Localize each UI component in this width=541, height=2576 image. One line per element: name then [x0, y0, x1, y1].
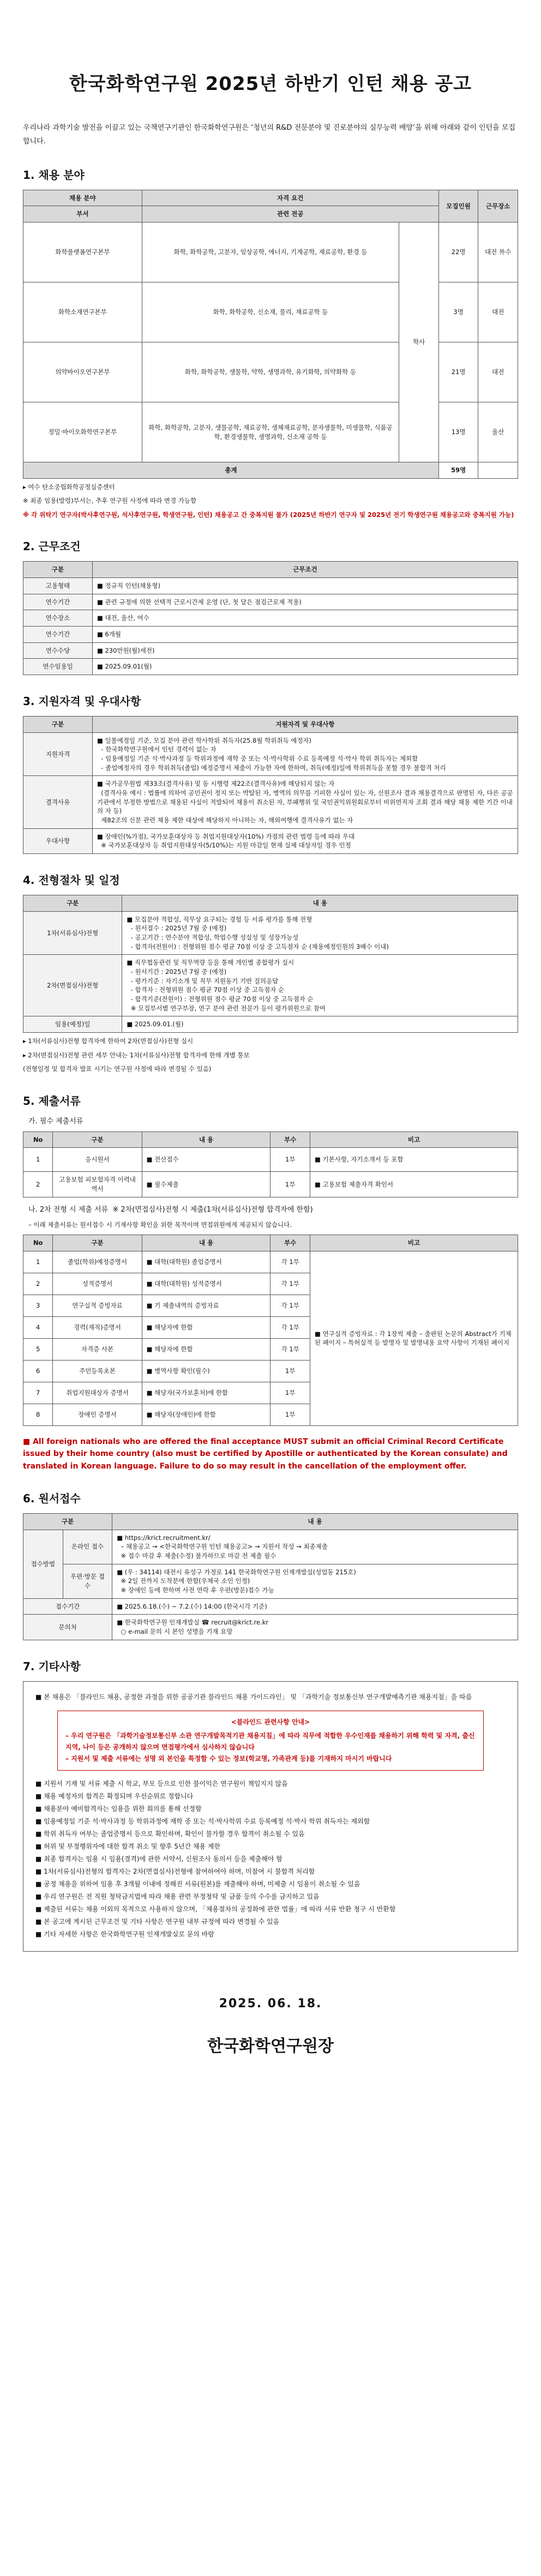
doc-cat: 취업지원대상자 증명서 — [53, 1382, 142, 1404]
doc-no: 3 — [23, 1295, 53, 1316]
doc-cat: 졸업(학위)예정증명서 — [53, 1251, 142, 1273]
s4-note-0: ▸ 1차(서류심사)전형 합격자에 한하여 2차(면접심사)전형 실시 — [23, 1037, 194, 1045]
th-content: 내 용 — [112, 1513, 518, 1530]
doc-content: ■ 대학(대학원) 성적증명서 — [142, 1273, 270, 1295]
condition-key: 연수장소 — [23, 610, 93, 627]
misc-item: ■ 공정 채용을 위하여 임용 후 3개월 이내에 정해진 서류(원본)를 제출해야 하며, 미제출 시 임용이 취소될 수 있음 — [35, 1880, 360, 1888]
page-title: 한국화학연구원 2025년 하반기 인턴 채용 공고 — [69, 73, 472, 95]
th-count: 모집인원 — [438, 190, 478, 222]
qualification-value — [92, 732, 518, 776]
qualification-value-line: - 한국화학연구원에서 인턴 경력이 없는 자 — [97, 745, 217, 754]
doc-qty: 각 1부 — [270, 1273, 310, 1295]
procedure-table — [23, 895, 518, 1033]
required-docs-heading: 가. 필수 제출서류 — [28, 1117, 83, 1126]
count-cell: 21명 — [438, 342, 478, 402]
procedure-value-line: ■ 2025.09.01.(월) — [127, 1020, 184, 1028]
doc-cat: 연구실적 증빙자료 — [53, 1295, 142, 1316]
field-row — [23, 402, 518, 462]
qualification-value-line: - 임용예정일 기준 석·박사과정 등 학위과정에 재학 중 또는 석·박사학위 수료 등록예정 석·박사 학위 취득자는 제외함 — [97, 755, 418, 763]
condition-key: 연수임용일 — [23, 659, 93, 675]
doc-row — [23, 1172, 518, 1197]
misc-box — [23, 1681, 518, 1952]
doc-qty: 1부 — [270, 1172, 310, 1197]
field-row — [23, 282, 518, 342]
work-condition-table — [23, 561, 518, 675]
total-count: 59명 — [438, 462, 478, 479]
section-2-heading: 2. 근무조건 — [23, 540, 81, 553]
doc-content: ■ 전산접수 — [142, 1148, 270, 1172]
misc-item: ■ 제출된 서류는 채용 이외의 목적으로 사용하지 않으며, 「채용절차의 공정화에 관한 법률」에 따라 서류 반환 청구 시 반환함 — [35, 1905, 396, 1913]
th-cat: 구분 — [53, 1235, 142, 1251]
doc-row — [23, 1251, 518, 1273]
s4-note-1: ▸ 2차(면접심사)전형 관련 세부 안내는 1차(서류심사)전형 합격자에 한해 개별 통보 — [23, 1051, 250, 1059]
doc-no: 6 — [23, 1360, 53, 1382]
condition-value: ■ 정규직 인턴(채용형) — [92, 578, 518, 594]
optional-docs-note: – 이래 제출서류는 원서접수 시 기재사항 확인을 위한 목적이며 면접위원에게 제공되지 않습니다. — [28, 1220, 292, 1229]
doc-no: 1 — [23, 1148, 53, 1172]
qualification-key: 우대사항 — [23, 828, 93, 853]
doc-cat: 주민등록초본 — [53, 1360, 142, 1382]
optional-docs-table — [23, 1235, 518, 1426]
method-group: 접수방법 — [23, 1530, 63, 1598]
th-cat: 구분 — [23, 895, 122, 912]
doc-no: 4 — [23, 1316, 53, 1338]
th-content: 내 용 — [122, 895, 518, 912]
application-value — [112, 1598, 518, 1615]
section-3-heading: 3. 지원자격 및 우대사항 — [23, 695, 141, 708]
count-cell: 3명 — [438, 282, 478, 342]
procedure-value-line: - 원서기간 : 2025년 7월 중 (예정) — [127, 968, 227, 976]
misc-lead: ■ 본 채용은 「블라인드 채용, 공정한 과정을 위한 공공기관 블라인드 채용 가이드라인」 및 「과학기술 정보통신부 연구개발예측기관 채용지침」을 따름 — [35, 1693, 472, 1701]
application-value-line: ■ 한국화학연구원 인재개발실 ☎ recruit@krict.re.kr — [117, 1618, 269, 1627]
doc-remark: ■ 기본사항, 자기소개서 등 포함 — [310, 1148, 518, 1172]
th-no: No — [23, 1235, 53, 1251]
application-row — [23, 1564, 518, 1598]
misc-item: ■ 기타 자세한 사항은 한국화학연구원 인재개발실로 문의 바람 — [35, 1930, 214, 1938]
doc-no: 1 — [23, 1251, 53, 1273]
condition-row — [23, 594, 518, 610]
dept-cell: 화학플랫폼연구본부 — [23, 222, 142, 282]
application-value — [112, 1564, 518, 1598]
th-remark: 비고 — [310, 1131, 518, 1148]
section-1-heading: 1. 채용 분야 — [23, 168, 85, 182]
procedure-value-line: - 원서접수 : 2025년 7월 중 (예정) — [127, 924, 227, 932]
field-row — [23, 342, 518, 402]
doc-content: ■ 해당자(국가보훈처)에 한함 — [142, 1382, 270, 1404]
procedure-value-line: - 합격기준(전원이) : 전형위원 점수 평균 70점 이상 중 고득점자 순 — [127, 995, 314, 1003]
place-cell: 대전 外수 — [478, 222, 518, 282]
misc-item: ■ 우리 연구원은 전 직원 청탁금지법에 따라 채용 관련 부정청탁 및 금품 등의 수수를 금지하고 있음 — [35, 1892, 320, 1900]
qualification-key: 지원자격 — [23, 732, 93, 776]
blind-notice-box — [57, 1711, 484, 1771]
doc-content: ■ 병역사항 확인(필수) — [142, 1360, 270, 1382]
condition-value: ■ 6개월 — [92, 627, 518, 643]
doc-qty: 각 1부 — [270, 1295, 310, 1316]
doc-cat: 자격증 사본 — [53, 1338, 142, 1360]
total-label: 총계 — [23, 462, 439, 479]
doc-cat: 경력(재직)증명서 — [53, 1316, 142, 1338]
procedure-key: 1차(서류심사)전형 — [23, 911, 122, 955]
procedure-value — [122, 1016, 518, 1033]
section-6-heading: 6. 원서접수 — [23, 1491, 81, 1505]
th-qty: 부수 — [270, 1235, 310, 1251]
condition-row — [23, 578, 518, 594]
th-cat: 구분 — [23, 562, 93, 578]
application-value-line: ※ 장애인 등에 한하며 사전 연락 후 우편(방문)접수 가능 — [117, 1586, 274, 1594]
doc-qty: 각 1부 — [270, 1316, 310, 1338]
doc-content: ■ 해당자(장애인)에 한함 — [142, 1404, 270, 1425]
field-row — [23, 222, 518, 282]
optional-docs-heading: 나. 2차 전형 시 제출 서류 ※ 2차(면접심사)전형 시 제출(1차(서류심사)전형 합격자에 한함) — [28, 1205, 313, 1214]
major-cell: 화학, 화학공학, 생물학, 약학, 생명과학, 유기화학, 의약화학 등 — [142, 342, 399, 402]
dept-cell: 정밀·바이오화학연구본부 — [23, 402, 142, 462]
dept-cell: 의약바이오연구본부 — [23, 342, 142, 402]
condition-row — [23, 627, 518, 643]
qualification-key: 결격사유 — [23, 776, 93, 828]
condition-value: ■ 대전, 울산, 여수 — [92, 610, 518, 627]
condition-value: ■ 관련 규정에 의한 선택적 근로시간제 운영 (단, 첫 달은 점검근로제 적용) — [92, 594, 518, 610]
th-place: 근무장소 — [478, 190, 518, 222]
doc-content: ■ 기 제출내역의 증빙자료 — [142, 1295, 270, 1316]
application-row — [23, 1598, 518, 1615]
s1-red-note: ※ 각 위탁기 연구자(박사후연구원, 석사후연구원, 학생연구원, 인턴) 채용공고 간 중복지원 불가 (2025년 하반기 연구자 및 2025년 전기 학생연구원 채용공고와 중복지원 가능) — [23, 510, 514, 519]
qualification-row — [23, 828, 518, 853]
procedure-row — [23, 955, 518, 1016]
intro-text: 우리나라 과학기술 발전을 이끌고 있는 국책연구기관인 한국화학연구원은 ‘청년의 R&D 전문분야 및 진로분야의 실무능력 배양’을 위해 아래와 같이 인턴을 모집합니다. — [23, 124, 515, 146]
misc-item: ■ 최종 합격자는 임용 시 임용(결격)에 관한 서약서, 신원조사 동의서 등을 제출해야 함 — [35, 1855, 282, 1863]
qualification-value — [92, 828, 518, 853]
misc-item: ■ 1차(서류심사)전형의 합격자는 2차(면접심사)전형에 참여하여야 하며, 미참여 시 불합격 처리함 — [35, 1867, 315, 1875]
misc-item: ■ 지원서 기재 및 서류 제출 시 학교, 부모 등으로 인한 불이익은 연구원이 책임지지 않음 — [35, 1779, 288, 1787]
condition-row — [23, 610, 518, 627]
application-value-line: ※ 접수 마감 후 제출(수정) 불가하므로 마감 전 제출 필수 — [117, 1551, 276, 1560]
th-cat: 구분 — [23, 717, 93, 733]
application-value-line: ※ 2일 전까지 도착분에 한함(우체국 소인 인정) — [117, 1577, 250, 1585]
place-cell: 울산 — [478, 402, 518, 462]
s4-note-2: (전형일정 및 합격자 발표 시기는 연구원 사정에 따라 변경될 수 있음) — [23, 1065, 212, 1073]
condition-row — [23, 659, 518, 675]
th-field: 채용 분야 — [23, 190, 142, 206]
application-row — [23, 1615, 518, 1640]
place-cell: 대전 — [478, 342, 518, 402]
misc-item: ■ 채용 예정자의 합격은 확정되며 우선순위로 정합니다 — [35, 1792, 194, 1800]
foreign-national-notice: ■ All foreign nationals who are offered the final acceptance MUST submit an official Criminal Record Certificate issued by their home country (also must be certified by Apostille or authenticated by the Korean consulate) and translated in Korean language. Failure to do so may result in the cancellation of the employment offer. — [23, 1437, 508, 1471]
application-value — [112, 1615, 518, 1640]
qualification-row — [23, 732, 518, 776]
section-5-heading: 5. 제출서류 — [23, 1094, 81, 1108]
qualification-value-line: ■ 국가공무원법 제33조(결격사유) 및 동 시행령 제22조(결격사유)에 해당되지 않는 자 — [97, 780, 335, 788]
application-value-line: ■ https://krict.recruitment.kr/ — [117, 1533, 211, 1542]
th-detail: 지원자격 및 우대사항 — [92, 717, 518, 733]
doc-cat: 고용보험 피보험자격 이력내역서 — [53, 1172, 142, 1197]
application-value-line: ■ 2025.6.18.(수) ~ 7.2.(수) 14:00 (한국시각 기준) — [117, 1602, 267, 1610]
condition-row — [23, 642, 518, 659]
major-cell: 화학, 화학공학, 고분자, 임상공학, 에너지, 기계공학, 재료공학, 환경 등 — [142, 222, 399, 282]
section-4-heading: 4. 전형절차 및 일정 — [23, 874, 120, 887]
application-table — [23, 1513, 518, 1640]
procedure-value-line: ■ 모집분야 적합성, 직무상 요구되는 경험 등 서류 평가를 통해 전형 — [127, 915, 312, 923]
misc-item: ■ 채용분야 예비합격자는 임용을 위한 회의를 통해 선정함 — [35, 1804, 202, 1813]
doc-qty: 1부 — [270, 1148, 310, 1172]
procedure-value-line: - 평가기준 : 자기소개 및 직무 지원동기 기반 질의응답 — [127, 977, 279, 985]
th-cond: 근무조건 — [92, 562, 518, 578]
qualification-value-line: (결격사유 예시 : 법률에 의하여 공민권이 정지 또는 박탈된 자, 병역의 의무를 기피한 사실이 있는 자, 신원조사 결과 채용결격으로 판명된 자, 다른 공공기관에서 부정한 방법으로 채용된 사실이 적발되어 채용이 취소된 자, 부패행위 및 국민권익위원회로부터 비위면직자 조회 결과 해당 채용 제한 기간 이내의 자 등) — [97, 789, 513, 815]
qualification-value-line: 제82조의 신분 관련 채용 제한 대상에 해당하지 아니하는 자, 해외여행에 결격사유가 없는 자 — [97, 816, 353, 824]
doc-cat: 응시원서 — [53, 1148, 142, 1172]
application-key: 문의처 — [23, 1615, 112, 1640]
procedure-key: 2차(면접심사)전형 — [23, 955, 122, 1016]
th-req: 자격 요건 — [142, 190, 438, 206]
blind-notice-line: – 지원서 및 제출 서류에는 성명 외 본인을 특정할 수 있는 정보(학교명, 가족관계 등)를 기재하지 마시기 바랍니다 — [65, 1754, 392, 1762]
s1-note-0: ▸ 여수 탄소중립화학공정실증센터 — [23, 483, 115, 491]
blind-notice-line: – 우리 연구원은 「과학기술정보통신부 소관 연구개발목적기관 채용지침」에 따라 직무에 적합한 우수인재를 채용하기 위해 학력 및 자격, 출신지역, 나이 등은 공개하지 않으며 면접평가에서 심사하지 않습니다 — [65, 1731, 475, 1751]
application-key: 우편·방문 접수 — [63, 1564, 112, 1598]
doc-no: 7 — [23, 1382, 53, 1404]
procedure-value — [122, 911, 518, 955]
misc-item: ■ 본 공고에 게시된 근무조건 및 기타 사항은 연구원 내부 규정에 따라 변경될 수 있음 — [35, 1917, 280, 1925]
doc-cat: 장애인 증명서 — [53, 1404, 142, 1425]
application-row — [23, 1530, 518, 1564]
condition-key: 연수수당 — [23, 642, 93, 659]
major-cell: 화학, 화학공학, 신소재, 물리, 재료공학 등 — [142, 282, 399, 342]
doc-no: 8 — [23, 1404, 53, 1425]
procedure-value — [122, 955, 518, 1016]
required-docs-table — [23, 1131, 518, 1197]
s1-note-1: ※ 최종 임용(발령)부서는, 추후 연구원 사정에 따라 변경 가능함 — [23, 497, 197, 505]
th-major: 관련 전공 — [142, 206, 438, 222]
procedure-value-line: - 공고기간 : 연수분야 적합성, 학업수행 성실성 및 성장가능성 — [127, 934, 299, 942]
qualification-row — [23, 776, 518, 828]
qualification-value-line: ※ 국가보훈대상자 등 취업지원대상자(5/10%)는 지원 마감일 현재 실제 대상자일 경우 인정 — [97, 841, 351, 850]
qualification-value-line: ■ 장애인(%가점), 국가보훈대상자 등 취업지원대상자(10%) 가점의 관련 법령 등에 따라 우대 — [97, 832, 355, 840]
procedure-row — [23, 1016, 518, 1033]
qualification-value-line: - 졸업예정자의 경우 학위취득(졸업) 예정증명서 제출이 가능한 자에 한하며, 취득(예정)일에 학위취득을 못할 경우 불합격 처리 — [97, 763, 446, 772]
doc-qty: 1부 — [270, 1404, 310, 1425]
application-value-line: ○ e-mail 문의 시 본인 성명을 기재 요망 — [117, 1627, 233, 1635]
doc-qty: 1부 — [270, 1360, 310, 1382]
place-cell: 대전 — [478, 282, 518, 342]
th-content: 내 용 — [142, 1131, 270, 1148]
degree-cell: 학사 — [399, 222, 439, 462]
qualification-value-line: ■ 일몰예정일 기준, 모집 분야 관련 학사학위 취득자(25.8월 학위취득 예정자) — [97, 736, 312, 744]
application-value-line: ■ (우 : 34114) 대전시 유성구 가정로 141 한국화학연구원 인재개발실(성업동 215호) — [117, 1568, 356, 1576]
condition-value: ■ 230만원(월)세전) — [92, 642, 518, 659]
recruit-field-table — [23, 190, 518, 479]
doc-content: ■ 대학(대학원) 졸업증명서 — [142, 1251, 270, 1273]
condition-key: 연수기간 — [23, 594, 93, 610]
doc-cat: 성적증명서 — [53, 1273, 142, 1295]
doc-no: 5 — [23, 1338, 53, 1360]
major-cell: 화학, 화학공학, 고분자, 생물공학, 재료공학, 생체재료공학, 분자생물학, 미생물학, 식품공학, 환경생물학, 생명과학, 신소재 공학 등 — [142, 402, 399, 462]
th-dept: 부서 — [23, 206, 142, 222]
misc-list — [35, 1778, 506, 1940]
count-cell: 22명 — [438, 222, 478, 282]
procedure-row — [23, 911, 518, 955]
application-value — [112, 1530, 518, 1564]
blind-notice-title: <블라인드 관련사항 안내> — [231, 1718, 310, 1726]
count-cell: 13명 — [438, 402, 478, 462]
doc-row — [23, 1148, 518, 1172]
doc-qty: 각 1부 — [270, 1251, 310, 1273]
procedure-value-line: - 합격자 : 전형위원 점수 평균 70점 이상 중 고득점자 순 — [127, 986, 285, 994]
signature: 한국화학연구원장 — [207, 2036, 334, 2056]
th-cat: 구분 — [53, 1131, 142, 1148]
th-remark: 비고 — [310, 1235, 518, 1251]
doc-remark: ■ 연구실적 증빙자료 : 각 1장씩 제출 – 출판된 논문의 Abstract가 기재된 페이지 – 특허실적 등 발명자 및 발명내용 요약 사항이 기재된 페이지 — [310, 1251, 518, 1425]
procedure-value-line: ■ 직무협동관련 및 직무역량 등을 통해 개인별 종합평가 실시 — [127, 959, 294, 967]
doc-content: ■ 해당자에 한함 — [142, 1338, 270, 1360]
application-value-line: – 채용공고 → <한국화학연구원 인턴 채용공고> → 지원서 작성 → 최종제출 — [117, 1543, 328, 1551]
procedure-value-line: ※ 모집부서별 연구부장, 연구 분야 관련 전문가 등이 평가위원으로 참여 — [127, 1004, 326, 1012]
doc-remark: ■ 고용보험 제출자격 확인서 — [310, 1172, 518, 1197]
misc-item: ■ 허위 및 부정행위자에 대한 합격 취소 및 향후 5년간 채용 제한 — [35, 1842, 221, 1850]
condition-key: 연수기간 — [23, 627, 93, 643]
doc-no: 2 — [23, 1273, 53, 1295]
th-content: 내 용 — [142, 1235, 270, 1251]
application-key: 온라인 접수 — [63, 1530, 112, 1564]
procedure-key: 임용(예정)일 — [23, 1016, 122, 1033]
dept-cell: 화학소재연구본부 — [23, 282, 142, 342]
procedure-value-line: - 합격자(전원이) : 전형위원 점수 평균 70점 이상 중 고득점자 순 (채용예정인원의 3배수 이내) — [127, 942, 389, 950]
qualification-table — [23, 716, 518, 854]
announcement-date: 2025. 06. 18. — [219, 1996, 322, 2011]
th-no: No — [23, 1131, 53, 1148]
doc-content: ■ 해당자에 한함 — [142, 1316, 270, 1338]
application-key: 접수기간 — [23, 1598, 112, 1615]
th-qty: 부수 — [270, 1131, 310, 1148]
condition-key: 고용형태 — [23, 578, 93, 594]
qualification-value — [92, 776, 518, 828]
misc-item: ■ 임용예정일 기준 석·박사과정 등 학위과정에 재학 중 또는 석·박사학위 수료 등록예정 석·박사 학위 취득자는 제외함 — [35, 1817, 370, 1825]
th-cat: 구분 — [23, 1513, 112, 1530]
section-7-heading: 7. 기타사항 — [23, 1659, 81, 1673]
doc-no: 2 — [23, 1172, 53, 1197]
doc-qty: 1부 — [270, 1382, 310, 1404]
condition-value: ■ 2025.09.01(월) — [92, 659, 518, 675]
doc-content: ■ 필수제출 — [142, 1172, 270, 1197]
misc-item: ■ 학위 취득자 여부는 졸업증명서 등으로 확인하며, 확인이 불가할 경우 합격이 취소될 수 있음 — [35, 1829, 305, 1838]
doc-qty: 각 1부 — [270, 1338, 310, 1360]
